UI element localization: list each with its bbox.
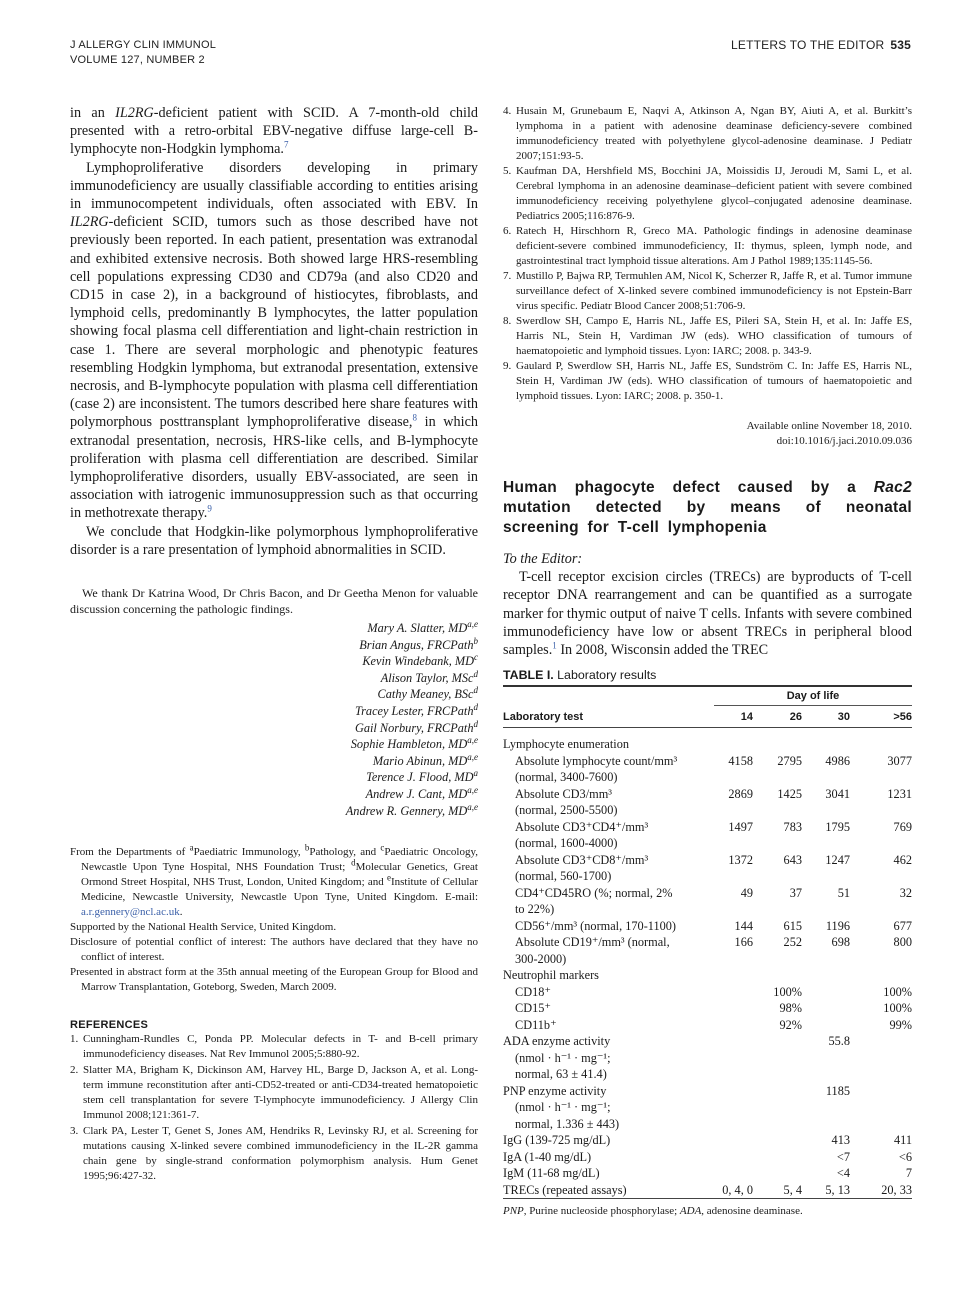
cell-value (710, 1017, 759, 1034)
author: Andrew J. Cant, MD$^{a,e}$ (365, 784, 478, 802)
page-number: 535 (890, 38, 911, 52)
reference-item: 2. Slatter MA, Brigham K, Dickinson AM, Harvey HL, Barge D, Jackson A, et al. Long-term immune reconstitution after anti-CD52-treated or anti-CD34-treated hematopoietic stem cell transplantation for severe T-lymphocyte immunodeficiency. J Allergy Clin Immunol 2008;121:361-7. (70, 1064, 478, 1122)
cell-value: 1231 (887, 786, 912, 801)
reference-item: 6. Ratech H, Hirschhorn R, Greco MA. Pathologic findings in adenosine deaminase deficient-severe combined immunodeficiency, II: thymus, spleen, lymph node, and gastrointestinal tract lymphoid tissue alterations. Am J Pathol 1989;135:1145-56. (503, 225, 912, 267)
cell-value: 1497 (728, 819, 753, 834)
cell-value: 7 (905, 1166, 912, 1181)
cell-value (759, 1165, 808, 1182)
cell-value: 677 (893, 918, 912, 933)
day-header: 30 (808, 707, 856, 728)
presentation-note: Presented in abstract form at the 35th annual meeting of the European Group for Blood and Marrow Transplantation, Goteborg, Sweden, March 2009. (70, 966, 478, 994)
cell-value: 32 (899, 885, 912, 900)
cell-value (856, 1083, 912, 1133)
cell-value: 698 (831, 935, 850, 950)
cell-value: 144 (734, 918, 753, 933)
doi[interactable]: doi:10.1016/j.jaci.2010.09.036 (776, 435, 912, 447)
cell-value (808, 1017, 856, 1034)
cell-value (759, 1132, 808, 1149)
author: Mario Abinun, MD$^{a,e}$ (372, 751, 478, 768)
article-title: Human phagocyte defect caused by a Rac2 mutation detected by means of neonatal screening for T-cell lymphopenia (503, 479, 912, 536)
references-list-continued (503, 104, 912, 404)
table-footnote: PNP, Purine nucleoside phosphorylase; ADA, adenosine deaminase. (503, 1205, 803, 1218)
cell-value: <4 (836, 1166, 850, 1181)
author: Brian Angus, FRCPath$^b$ (359, 635, 478, 652)
cell-value: 1372 (728, 852, 753, 867)
table-row (503, 967, 912, 984)
cell-value: 1425 (777, 786, 802, 801)
reference-item: 8. Swerdlow SH, Campo E, Harris NL, Jaffe ES, Pileri SA, Stein H, et al. In: Jaffe ES, Harris NL, Stein H, Vardiman JW (eds). WHO classification of tumours of haematopoietic and lymphoid tissues. Lyon: IARC; 2008. p. 343-9. (503, 315, 912, 357)
paragraph-1: in an IL2RG-deficient patient with SCID. A 7-month-old child presented with a retro-orbital EBV-negative diffuse large-cell B-lymphocyte non-Hodgkin lymphoma.$^7$ (70, 105, 478, 158)
table-row (503, 885, 912, 918)
row-label: Lymphocyte enumeration (503, 737, 630, 752)
reference-item: 7. Mustillo P, Bajwa RP, Termuhlen AM, Nicol K, Scherzer R, Jaffe R, et al. Tumor immune surveillance defect of X-linked severe combined immunodeficiency is not Epstein-Barr virus specific. Pediatr Blood Cancer 2008;51:706-9. (503, 270, 912, 312)
cell-value: <6 (898, 1149, 912, 1164)
cell-value: 1247 (825, 852, 850, 867)
email-link[interactable]: a.r.gennery@ncl.ac.uk (81, 906, 180, 919)
paragraph-2: Lymphoproliferative disorders developing in primary immunodeficiency are usually classifiable according to entities arising in immunocompetent individuals, often associated with EBV. In IL2RG-deficient SCID, tumors such as those described have not previously been reported. In each patient, presentation was extranodal and exhibited extensive necrosis. Both showed large HRS-resembling cell populations expressing CD30 and CD79a (and also CD20 and CD15 in case 2), in a background of histiocytes, fibroblasts, and lymphoid cells, predominantly B lymphocytes, the latter population showing focal plasma cell differentiation and light-chain restriction in case 1. There are several morphologic and phenotypic features resembling Hodgkin lymphoma, but extranodal presentation, extensive necrosis, and B-lymphocyte population with plasma cell differentiation (case 2) are inconsistent. The tumors described here share features with polymorphous posttransplant lymphoproliferative disease,$^8$ in which extranodal presentation, necrosis, HRS-like cells, and B-lymphocyte proliferation with plasma cell differentiation are described. Similar lymphoproliferative disorders, usually EBV-associated, are seen in association with iatrogenic immunosuppression such as that occurring in methotrexate therapy.$^9$ (70, 159, 478, 522)
row-label: Absolute CD3⁺CD8⁺/mm³ (normal, 560-1700) (515, 852, 649, 884)
author: Sophie Hambleton, MD$^{a,e}$ (350, 735, 478, 752)
article-body: T-cell receptor excision circles (TRECs) are byproducts of T-cell receptor DNA rearrangement and can be quantified as a surrogate marker for thymic output of naive T cells. Infants with severe combined immunodeficiency have low or absent TRECs in peripheral blood samples.$^1$ In 2008, Wisconsin added the TREC (503, 569, 912, 659)
table-row (503, 1083, 912, 1133)
cell-value: 5, 4 (759, 1182, 808, 1199)
author: Mary A. Slatter, MD$^{a,e}$ (367, 618, 478, 636)
cell-value: 1795 (825, 819, 850, 834)
cell-value (710, 1033, 759, 1083)
right-column (503, 104, 912, 1217)
author: Kevin Windebank, $MD^c$ (362, 652, 478, 669)
cell-value (856, 1033, 912, 1083)
column-header: Laboratory test (503, 707, 710, 728)
table-row (503, 934, 912, 967)
cell-value: <7 (836, 1149, 850, 1164)
cell-value (710, 1149, 759, 1166)
citation-link[interactable]: 8 (412, 412, 417, 423)
cell-value: 4986 (825, 753, 850, 768)
cell-value: 800 (893, 935, 912, 950)
reference-item: 1. Cunningham-Rundles C, Ponda PP. Molecular defects in T- and B-cell primary immunodeficiency diseases. Nat Rev Immunol 2005;5:880-92. (70, 1033, 478, 1061)
journal-volume: VOLUME 127, NUMBER 2 (70, 54, 205, 66)
cell-value: 2795 (777, 753, 802, 768)
lab-results-table (503, 685, 912, 1199)
row-label: PNP enzyme activity (nmol · h⁻¹ · mg⁻¹; normal, 1.336 ± 443) (503, 1083, 620, 1131)
day-header: 14 (710, 707, 759, 728)
cell-value: 51 (837, 885, 850, 900)
publication-info (503, 419, 912, 449)
cell-value: 92% (779, 1017, 802, 1032)
section-name: LETTERS TO THE EDITOR (731, 38, 885, 52)
table-row (503, 1132, 912, 1149)
table-row (503, 1000, 912, 1017)
cell-value (759, 1033, 808, 1083)
reference-item: 3. Clark PA, Lester T, Genet S, Jones AM, Hendriks R, Levinsky RJ, et al. Screening for mutations causing X-linked severe combined immunodeficiency in the IL-2R gamma chain gene by single-strand conformation polymorphism analysis. Hum Genet 1995;96:427-32. (70, 1125, 478, 1183)
cell-value: 3041 (825, 786, 850, 801)
affiliation-text: From the Departments of $^a$Paediatric Immunology, $^b$Pathology, and $^c$Paediatric Oncology, Newcastle Upon Tyne Hospital, NHS Foundation Trust; $^d$Molecular Genetics, Great Ormond Street Hospital, NHS Trust, London, United Kingdom; and $^e$Institute of Cellular Medicine, Newcastle University, Newcastle Upon Tyne, United Kingdom. E-mail: a.r.gennery@ncl.ac.uk. (70, 842, 479, 919)
row-label: Absolute lymphocyte count/mm³ (normal, 3400-7600) (515, 753, 678, 785)
paragraph-3: We conclude that Hodgkin-like polymorphous lymphoproliferative disorder is a rare presentation of lymphoid abnormalities in SCID. (70, 523, 478, 558)
cell-value: 100% (883, 1001, 912, 1016)
references-heading: REFERENCES (70, 1019, 149, 1032)
cell-value: 100% (773, 984, 802, 999)
cell-value: 99% (889, 1017, 912, 1032)
author: Gail Norbury, FRCPath$^d$ (354, 718, 478, 735)
cell-value: 252 (783, 935, 802, 950)
citation-link[interactable]: 1 (552, 640, 557, 651)
day-header: >56 (856, 707, 912, 728)
cell-value: 2869 (728, 786, 753, 801)
table-row (503, 984, 912, 1001)
table-row (503, 1033, 912, 1083)
cell-value: 783 (783, 819, 802, 834)
cell-value: 100% (883, 984, 912, 999)
acknowledgment: We thank Dr Katrina Wood, Dr Chris Bacon, and Dr Geetha Menon for valuable discussion concerning the pathologic findings. (70, 586, 478, 617)
cell-value: 643 (783, 852, 802, 867)
cell-value (710, 1083, 759, 1133)
table-row (503, 1182, 912, 1199)
row-label: IgA (1-40 mg/dL) (503, 1149, 592, 1164)
table-row (503, 753, 912, 786)
cell-value: 0, 4, 0 (710, 1182, 759, 1199)
row-label: IgM (11-68 mg/dL) (503, 1166, 600, 1181)
table-row (503, 852, 912, 885)
cell-value: 49 (740, 885, 753, 900)
row-label: CD18⁺ (515, 984, 551, 999)
cell-value (759, 1149, 808, 1166)
table-row (503, 1017, 912, 1034)
cell-value: 37 (789, 885, 802, 900)
cell-value: 411 (894, 1133, 912, 1148)
cell-value (710, 1132, 759, 1149)
running-header-right (731, 38, 911, 53)
row-label: Neutrophil markers (503, 968, 599, 983)
cell-value: 462 (893, 852, 912, 867)
row-label: CD4⁺CD45RO (%; normal, 2% to 22%) (515, 885, 673, 917)
reference-item: 4. Husain M, Grunebaum E, Naqvi A, Atkinson A, Ngan BY, Aiuti A, et al. Burkitt’s lymphoma in a patient with adenosine deaminase deficiency-severe combined immunodeficiency treated with polyethylene glycol-adenosine deaminase. J Pediatr 2007;151:93-5. (503, 105, 912, 162)
group-header: Day of life (714, 688, 912, 706)
row-label: IgG (139-725 mg/dL) (503, 1133, 611, 1148)
row-label: Absolute CD3⁺CD4⁺/mm³ (normal, 1600-4000) (515, 819, 649, 851)
cell-value: 20, 33 (856, 1182, 912, 1199)
reference-item: 9. Gaulard P, Swerdlow SH, Harris NL, Jaffe ES, Sundström C. In: Jaffe ES, Harris NL, Stein H, Vardiman JW (eds). WHO classification of tumours of haematopoietic and lymphoid tissues. Lyon: IARC; 2008. p. 350-1. (503, 360, 912, 402)
table-row (503, 1149, 912, 1166)
running-header-left (70, 38, 216, 68)
cell-value (808, 984, 856, 1001)
cell-value: 769 (893, 819, 912, 834)
table-row (503, 1165, 912, 1182)
author: Terence J. Flood, $MD^a$ (366, 768, 478, 785)
available-online: Available online November 18, 2010. (746, 420, 912, 432)
cell-value: 98% (779, 1001, 802, 1016)
row-label: CD11b⁺ (515, 1017, 557, 1032)
cell-value (808, 1000, 856, 1017)
cell-value: 3077 (887, 753, 912, 768)
journal-name: J ALLERGY CLIN IMMUNOL (70, 39, 217, 51)
author: Alison Taylor, MSc$^d$ (380, 668, 478, 685)
row-label: CD15⁺ (515, 1001, 551, 1016)
row-label: CD56⁺/mm³ (normal, 170-1100) (515, 918, 677, 933)
affiliations (70, 842, 479, 995)
references-list (70, 1032, 478, 1184)
citation-link[interactable]: 9 (207, 503, 212, 514)
cell-value (710, 984, 759, 1001)
author: Cathy Meaney, BSc$^d$ (377, 685, 478, 702)
salutation: To the Editor: (503, 551, 583, 567)
citation-link[interactable]: 7 (283, 139, 289, 150)
left-column (70, 104, 478, 1184)
cell-value: 413 (831, 1133, 850, 1148)
cell-value (759, 1083, 808, 1133)
cell-value: 1185 (825, 1083, 850, 1098)
author: Andrew R. Gennery, MD$^{a,e}$ (345, 801, 478, 818)
cell-value: 55.8 (828, 1034, 850, 1049)
cell-value (710, 1000, 759, 1017)
cell-value: 5, 13 (808, 1182, 856, 1199)
disclosure-note: Disclosure of potential conflict of interest: The authors have declared that they have no conflict of interest. (70, 936, 478, 964)
row-label: Absolute CD3/mm³ (normal, 2500-5500) (515, 786, 618, 818)
table-row (503, 819, 912, 852)
table-row (503, 918, 912, 935)
author-list (70, 620, 478, 819)
cell-value: 1196 (825, 918, 850, 933)
table-row (503, 786, 912, 819)
cell-value: 615 (783, 918, 802, 933)
row-label: ADA enzyme activity (nmol · h⁻¹ · mg⁻¹; normal, 63 ± 41.4) (503, 1034, 611, 1082)
table-row (503, 736, 912, 753)
author: Tracey Lester, FRCPath$^d$ (354, 701, 478, 719)
cell-value: 4158 (728, 753, 753, 768)
cell-value: 166 (734, 935, 753, 950)
cell-value (710, 1165, 759, 1182)
reference-item: 5. Kaufman DA, Hershfield MS, Bocchini JA, Moissidis IJ, Jeroudi M, Sami L, et al. Cerebral lymphoma in an adenosine deaminase–deficient patient with severe combined immunodeficiency receiving polyethylene glycol–conjugated adenosine deaminase. Pediatrics 2005;116:876-9. (503, 165, 912, 222)
funding-note: Supported by the National Health Service, United Kingdom. (70, 921, 337, 934)
day-header: 26 (759, 707, 808, 728)
row-label: Absolute CD19⁺/mm³ (normal, 300-2000) (515, 935, 670, 966)
row-label: TRECs (repeated assays) (503, 1182, 710, 1199)
table-caption: TABLE I. Laboratory results (503, 668, 657, 683)
